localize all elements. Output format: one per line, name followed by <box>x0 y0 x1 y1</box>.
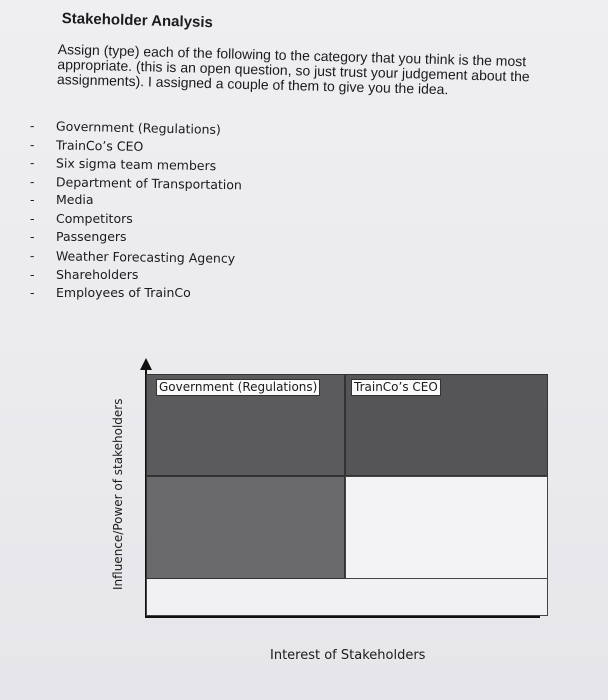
list-item: - Department of Transportation <box>29 173 242 192</box>
matrix-entry-ceo: TrainCo’s CEO <box>351 379 441 396</box>
x-axis-label: Interest of Stakeholders <box>270 648 426 663</box>
bullet-dash: - <box>29 136 35 152</box>
y-axis-label: Influence/Power of stakeholders <box>111 398 125 590</box>
matrix-entry-government: Government (Regulations) <box>156 379 320 396</box>
bullet-dash: - <box>30 285 35 301</box>
bullet-dash: - <box>29 247 35 264</box>
page-title: Stakeholder Analysis <box>61 10 214 32</box>
list-item: - Employees of TrainCo <box>30 285 191 301</box>
quadrant-low-influence[interactable] <box>146 579 548 616</box>
list-item: - Passengers <box>30 229 127 245</box>
bullet-dash: - <box>30 210 35 226</box>
quadrant-mid-influence-low-interest[interactable] <box>146 476 345 579</box>
list-item: - TrainCo’s CEO <box>29 136 144 154</box>
bullet-dash: - <box>29 173 35 189</box>
stakeholder-list <box>30 116 242 302</box>
list-item: - Weather Forecasting Agency <box>29 247 236 266</box>
bullet-dash: - <box>30 192 35 208</box>
bullet-dash: - <box>29 154 35 171</box>
list-item: - Media <box>30 192 94 208</box>
list-item: - Government (Regulations) <box>29 117 222 137</box>
bullet-dash: - <box>30 266 35 282</box>
list-item: - Competitors <box>30 210 133 226</box>
bullet-dash: - <box>30 229 35 245</box>
quadrant-high-influence-low-interest[interactable] <box>146 374 345 476</box>
quadrant-mid-influence-high-interest[interactable] <box>345 476 548 579</box>
bullet-dash: - <box>29 117 35 133</box>
quadrant-high-influence-high-interest[interactable] <box>345 374 548 476</box>
instructions-paragraph: Assign (type) each of the following to the category that you think is the most appropriate. (this is an open question, so just trust your judgement about the assignments). I assigned a couple of them to give you the idea. <box>56 41 530 98</box>
stakeholder-matrix <box>146 374 548 616</box>
list-item: - Shareholders <box>30 266 139 282</box>
x-axis-line <box>145 616 540 618</box>
list-item: - Six sigma team members <box>29 154 217 174</box>
